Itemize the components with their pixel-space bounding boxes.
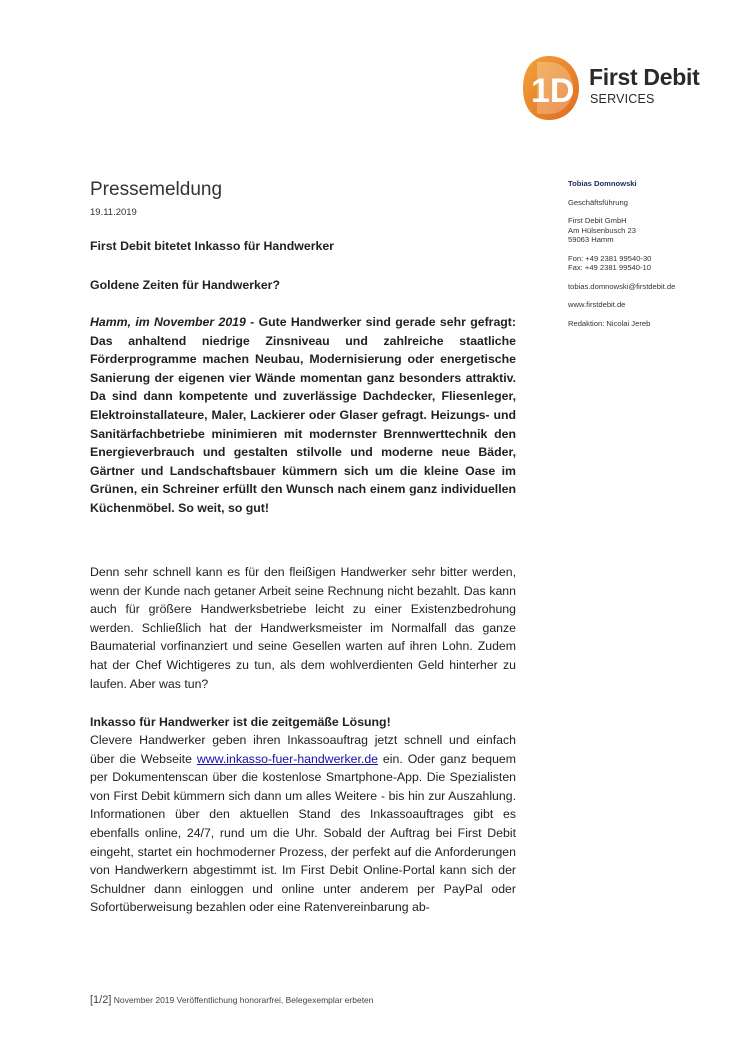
contact-website: www.firstdebit.de [568,300,626,309]
para3-text-after: ein. Oder ganz bequem per Dokumentenscan über die kostenlose Smartphone-App. Die Spezialisten von First Debit kümmern sich dann um alles Weitere - bis hin zur Auszahlung. Informationen über den aktuellen Stand des Inkassoauftrages gibt es ebenfalls online, 24/7, rund um die Uhr. Sobald der Auftrag bei First Debit eingeht, startet ein hochmoderner Prozess, der perfekt auf die Anforderungen von Handwerkern abgestimmt ist. Im First Debit Online-Portal kann sich der Schuldner dann einloggen und online unter anderem per PayPal oder Sofortüberweisung bezahlen oder eine Ratenvereinbarung ab- [90,751,517,915]
brand-subtitle: SERVICES [590,92,655,106]
lead-paragraph [90,313,516,518]
contact-city: 59063 Hamm [568,235,614,244]
page-footer [90,994,374,1006]
contact-street: Am Hülsenbusch 23 [568,225,636,235]
headline: First Debit bitetet Inkasso für Handwerker [90,239,334,253]
contact-email: tobias.domnowski@firstdebit.de [568,281,676,291]
footer-note: November 2019 Veröffentlichung honorarfrei, Belegexemplar erbeten [113,995,374,1005]
contact-company: First Debit GmbH [568,216,627,225]
contact-sidebar [568,179,728,328]
website-link[interactable]: www.inkasso-fuer-handwerker.de [196,751,378,766]
section-heading: Inkasso für Handwerker ist die zeitgemäße Lösung! [90,715,391,729]
contact-phone: Fon: +49 2381 99540-30 [568,253,652,263]
contact-fax: Fax: +49 2381 99540-10 [568,263,651,272]
release-date: 19.11.2019 [90,207,137,218]
para3-text-before: Clevere Handwerker geben ihren Inkassoauftrag jetzt schnell und einfach über die Webseite [90,733,516,766]
lead-text: Gute Handwerker sind gerade sehr gefragt: Das anhaltend niedrige Zinsniveau und zahlreiche staatliche Förderprogramme machen Neubau, Modernisierung oder energetische Sanierung der eigenen vier Wände momentan ganz besonders attraktiv. Da sind dann kompetente und zuverlässige Dachdecker, Fliesenleger, Elektroinstallateure, Maler, Lackierer oder Glaser gefragt. Heizungs- und Sanitärfachbetriebe minimieren mit modernster Brennwerttechnik den Energieverbrauch und gestalten stilvolle und moderne neue Bäder, Gärtner und Landschaftsbauer kümmern sich um die kleine Oase im Grünen, ein Schreiner erfüllt den Wunsch nach einem ganz individuellen Küchenmöbel. So weit, so gut! [90,315,516,515]
contact-role: Geschäftsführung [568,197,628,207]
page-number: [1/2] [90,994,112,1006]
first-debit-logo-mark-icon [519,52,581,124]
company-logo [519,52,709,124]
editor-credit: Redaktion: Nicolai Jereb [568,318,651,328]
svg-text:1D: 1D [531,72,575,110]
body-paragraph-2: Denn sehr schnell kann es für den fleißigen Handwerker sehr bitter werden, wenn der Kunde nach getaner Arbeit seine Rechnung nicht bezahlt. Das kann auch für größere Handwerksbetriebe leicht zu einer Existenzbedrohung werden. Schließlich hat der Handwerksmeister im Normalfall das ganze Baumaterial vorfinanziert und seine Gesellen warten auf ihren Lohn. Zudem hat der Chef Wichtigeres zu tun, als dem wohlverdienten Geld hinterher zu laufen. Aber was tun? [90,565,516,691]
lead-dateline: Hamm, im November 2019 - [90,315,255,329]
contact-name: Tobias Domnowski [568,179,637,188]
body-paragraph-3 [90,731,516,917]
brand-name: First Debit [589,64,700,90]
subheadline: Goldene Zeiten für Handwerker? [90,278,280,292]
page-title: Pressemeldung [90,179,223,200]
